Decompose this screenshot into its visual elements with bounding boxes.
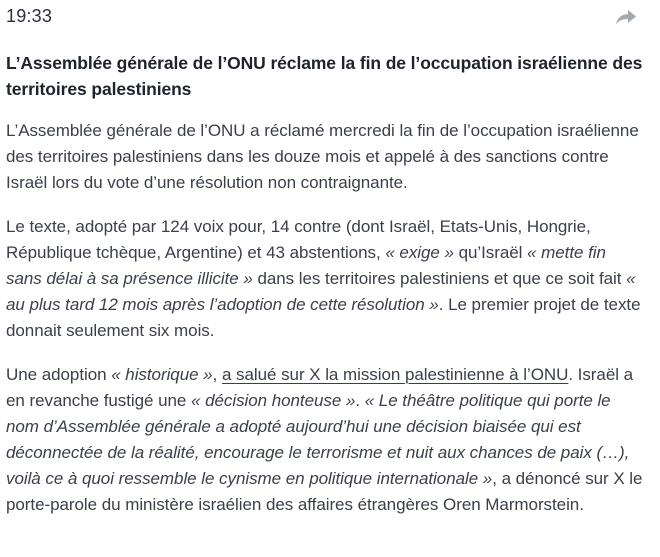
share-arrow-icon	[615, 9, 637, 25]
text-run: dans les territoires palestiniens et que ce soit fait	[252, 269, 627, 288]
text-run: .	[355, 391, 365, 410]
quote: « historique »	[111, 365, 213, 384]
quote: « au plus tard 12 mois après l’adoption de cette résolution »	[6, 269, 636, 314]
text-run: ,	[212, 365, 222, 384]
text-run: Une adoption	[6, 365, 112, 384]
share-button[interactable]	[614, 6, 638, 28]
post-header	[6, 0, 644, 40]
post-title: L’Assemblée générale de l’ONU réclame la fin de l’occupation israélienne des territoires palestiniens	[6, 53, 643, 99]
quote: « exige »	[385, 243, 454, 262]
text-run: . Le premier projet de texte donnait seulement six mois.	[6, 295, 641, 340]
paragraph-1: L’Assemblée générale de l’ONU a réclamé mercredi la fin de l’occupation israélienne des territoires palestiniens dans les douze mois et appelé à des sanctions contre Israël lors du vote d’une résolution non contraignante.	[6, 121, 639, 192]
text-run: Le texte, adopté par 124 voix pour, 14 contre (dont Israël, Etats-Unis, Hongrie, République tchèque, Argentine) et 43 abstentions,	[6, 217, 591, 262]
text-run: qu’Israël	[453, 243, 528, 262]
quote: « mette fin sans délai à sa présence illicite »	[6, 243, 606, 288]
text-run: , a dénoncé sur X le porte-parole du ministère israélien des affaires étrangères Oren Marmorstein.	[6, 469, 643, 514]
palestinian-mission-link[interactable]: a salué sur X la mission palestinienne à l’ONU	[221, 365, 569, 384]
post-timestamp: 19:33	[6, 6, 53, 26]
post-body	[6, 118, 644, 518]
quote: « décision honteuse »	[191, 391, 356, 410]
quote: « Le théâtre politique qui porte le nom d’Assemblée générale a adopté aujourd’hui une décision biaisée qui est déconnectée de la réalité, encourage le terrorisme et nuit aux chances de paix (…), voilà ce à quoi ressemble le cynisme en politique internationale »	[6, 391, 630, 488]
paragraph-3	[6, 362, 644, 518]
text-run: . Israël a en revanche fustigé une	[6, 365, 634, 410]
paragraph-2	[6, 214, 644, 344]
